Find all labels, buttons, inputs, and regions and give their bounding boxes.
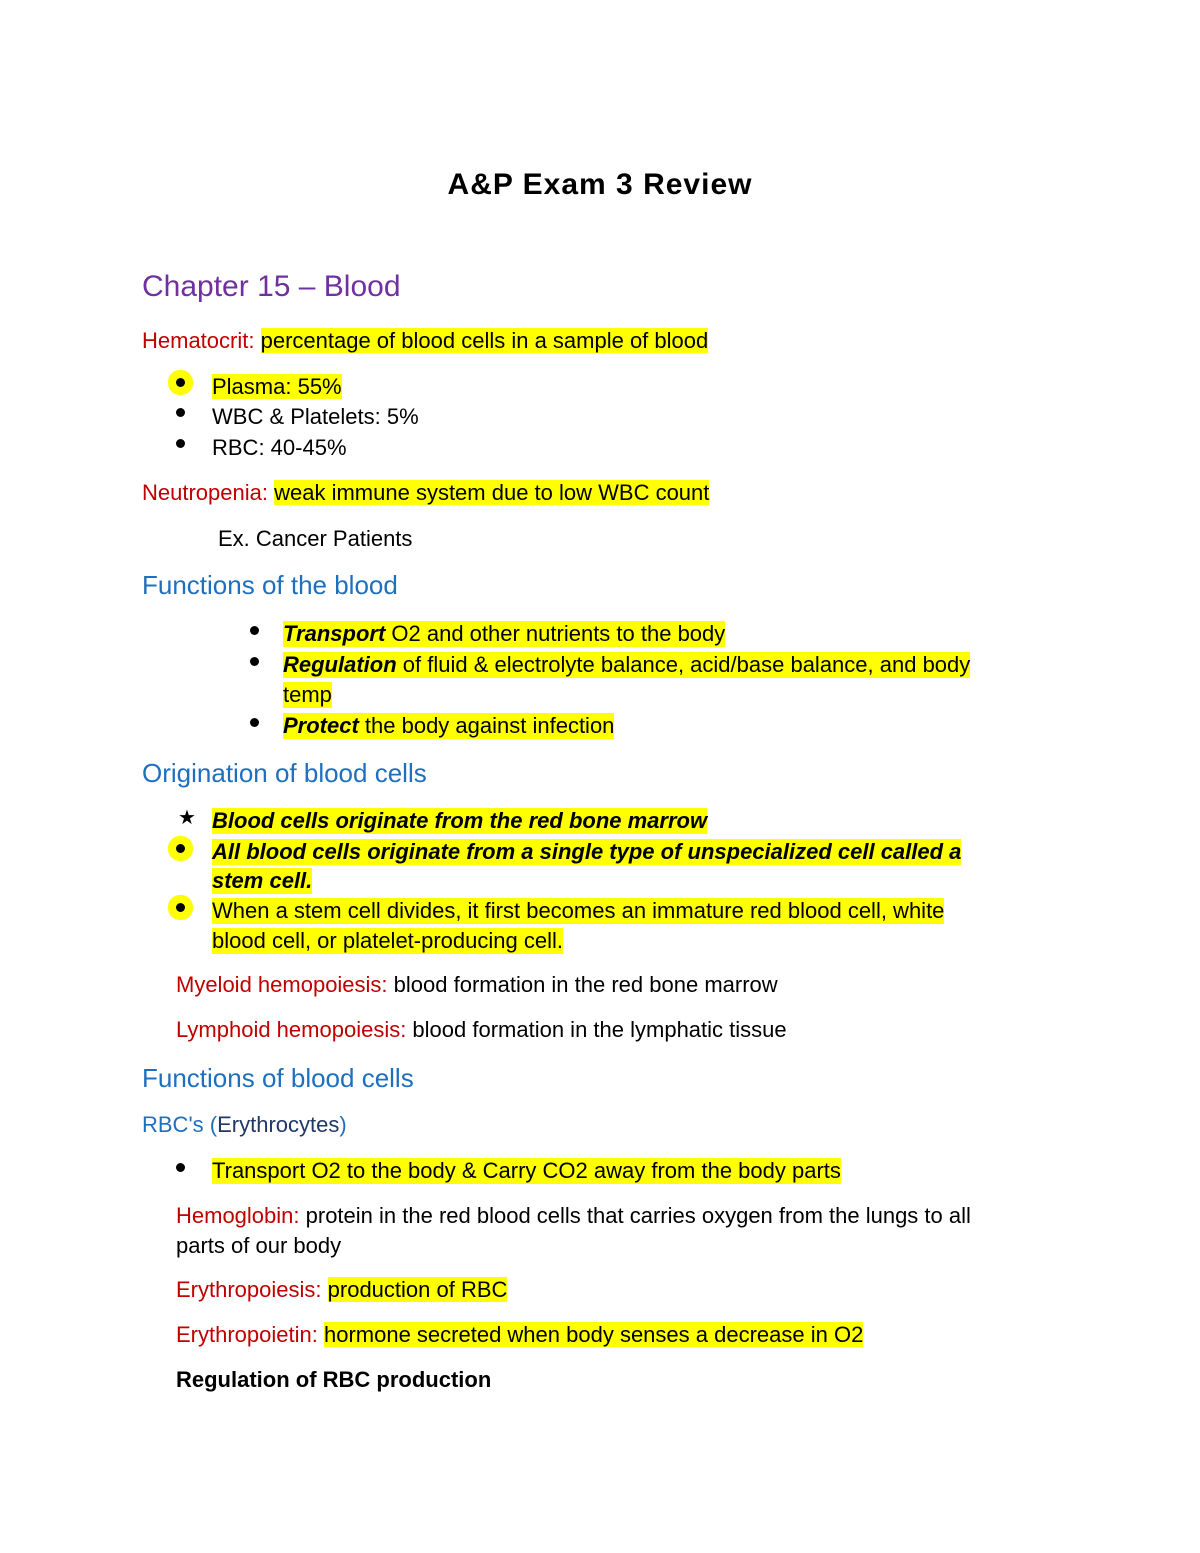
neutropenia-definition: weak immune system due to low WBC count (274, 480, 710, 505)
plasma-item: Plasma: 55% (212, 374, 342, 399)
rbc-label-prefix: RBC's ( (142, 1112, 218, 1137)
bullet-icon (176, 840, 185, 858)
list-item: All blood cells originate from a single type of unspecialized cell called a (212, 839, 962, 864)
rbc-label-name: Erythrocytes (217, 1112, 340, 1137)
list-item: WBC & Platelets: 5% (212, 404, 419, 429)
list-item: When a stem cell divides, it first becomes an immature red blood cell, white (212, 898, 945, 923)
lymphoid-term: Lymphoid hemopoiesis: (176, 1017, 407, 1042)
page-title: A&P Exam 3 Review (447, 168, 753, 201)
section-heading: Origination of blood cells (142, 758, 427, 788)
function-keyword: Regulation (283, 652, 397, 677)
list-item-continuation: stem cell. (212, 868, 313, 893)
subsection-heading: Regulation of RBC production (176, 1367, 492, 1392)
neutropenia-example: Ex. Cancer Patients (218, 526, 413, 551)
function-keyword: Protect (283, 713, 359, 738)
bullet-icon (176, 404, 185, 422)
list-item-continuation: blood cell, or platelet-producing cell. (212, 928, 563, 953)
star-bullet-icon: ★ (178, 807, 196, 829)
list-item (283, 713, 614, 739)
neutropenia-line (142, 480, 709, 506)
bullet-icon (176, 435, 185, 453)
erythropoietin-line (176, 1322, 863, 1348)
hematocrit-definition: percentage of blood cells in a sample of blood (260, 328, 709, 353)
list-item (212, 374, 342, 400)
hematocrit-term: Hematocrit: (142, 328, 255, 353)
erythropoiesis-line (176, 1277, 507, 1303)
hemoglobin-line (176, 1203, 971, 1229)
function-keyword: Transport (283, 621, 386, 646)
bullet-icon (176, 899, 185, 917)
myeloid-term: Myeloid hemopoiesis: (176, 972, 388, 997)
myeloid-definition: blood formation in the red bone marrow (387, 972, 778, 997)
list-item (283, 621, 725, 647)
function-text: the body against infection (358, 713, 615, 738)
erythropoiesis-definition: production of RBC (327, 1277, 508, 1302)
myeloid-line (176, 972, 778, 998)
hemoglobin-term: Hemoglobin: (176, 1203, 300, 1228)
list-item: Blood cells originate from the red bone marrow (212, 808, 708, 833)
erythropoiesis-term: Erythropoiesis: (176, 1277, 322, 1302)
bullet-icon (250, 622, 259, 640)
bullet-icon (250, 714, 259, 732)
chapter-heading: Chapter 15 – Blood (142, 270, 401, 303)
hematocrit-line (142, 328, 708, 354)
rbc-label (142, 1112, 347, 1138)
list-item (283, 652, 970, 678)
function-text: of fluid & electrolyte balance, acid/base balance, and body (396, 652, 971, 677)
bullet-icon (176, 374, 185, 392)
neutropenia-term: Neutropenia: (142, 480, 268, 505)
erythropoietin-definition: hormone secreted when body senses a decrease in O2 (323, 1322, 864, 1347)
bullet-icon (250, 653, 259, 671)
list-item-continuation: temp (283, 682, 332, 707)
erythropoietin-term: Erythropoietin: (176, 1322, 318, 1347)
section-heading: Functions of blood cells (142, 1063, 414, 1093)
bullet-icon (176, 1159, 185, 1177)
lymphoid-line (176, 1017, 787, 1043)
lymphoid-definition: blood formation in the lymphatic tissue (406, 1017, 787, 1042)
section-heading: Functions of the blood (142, 570, 398, 600)
function-text: O2 and other nutrients to the body (385, 621, 726, 646)
rbc-label-suffix: ) (339, 1112, 347, 1137)
list-item: RBC: 40-45% (212, 435, 347, 460)
hemoglobin-continuation: parts of our body (176, 1233, 342, 1258)
hemoglobin-definition: protein in the red blood cells that carries oxygen from the lungs to all (299, 1203, 971, 1228)
list-item: Transport O2 to the body & Carry CO2 away from the body parts (212, 1158, 841, 1183)
